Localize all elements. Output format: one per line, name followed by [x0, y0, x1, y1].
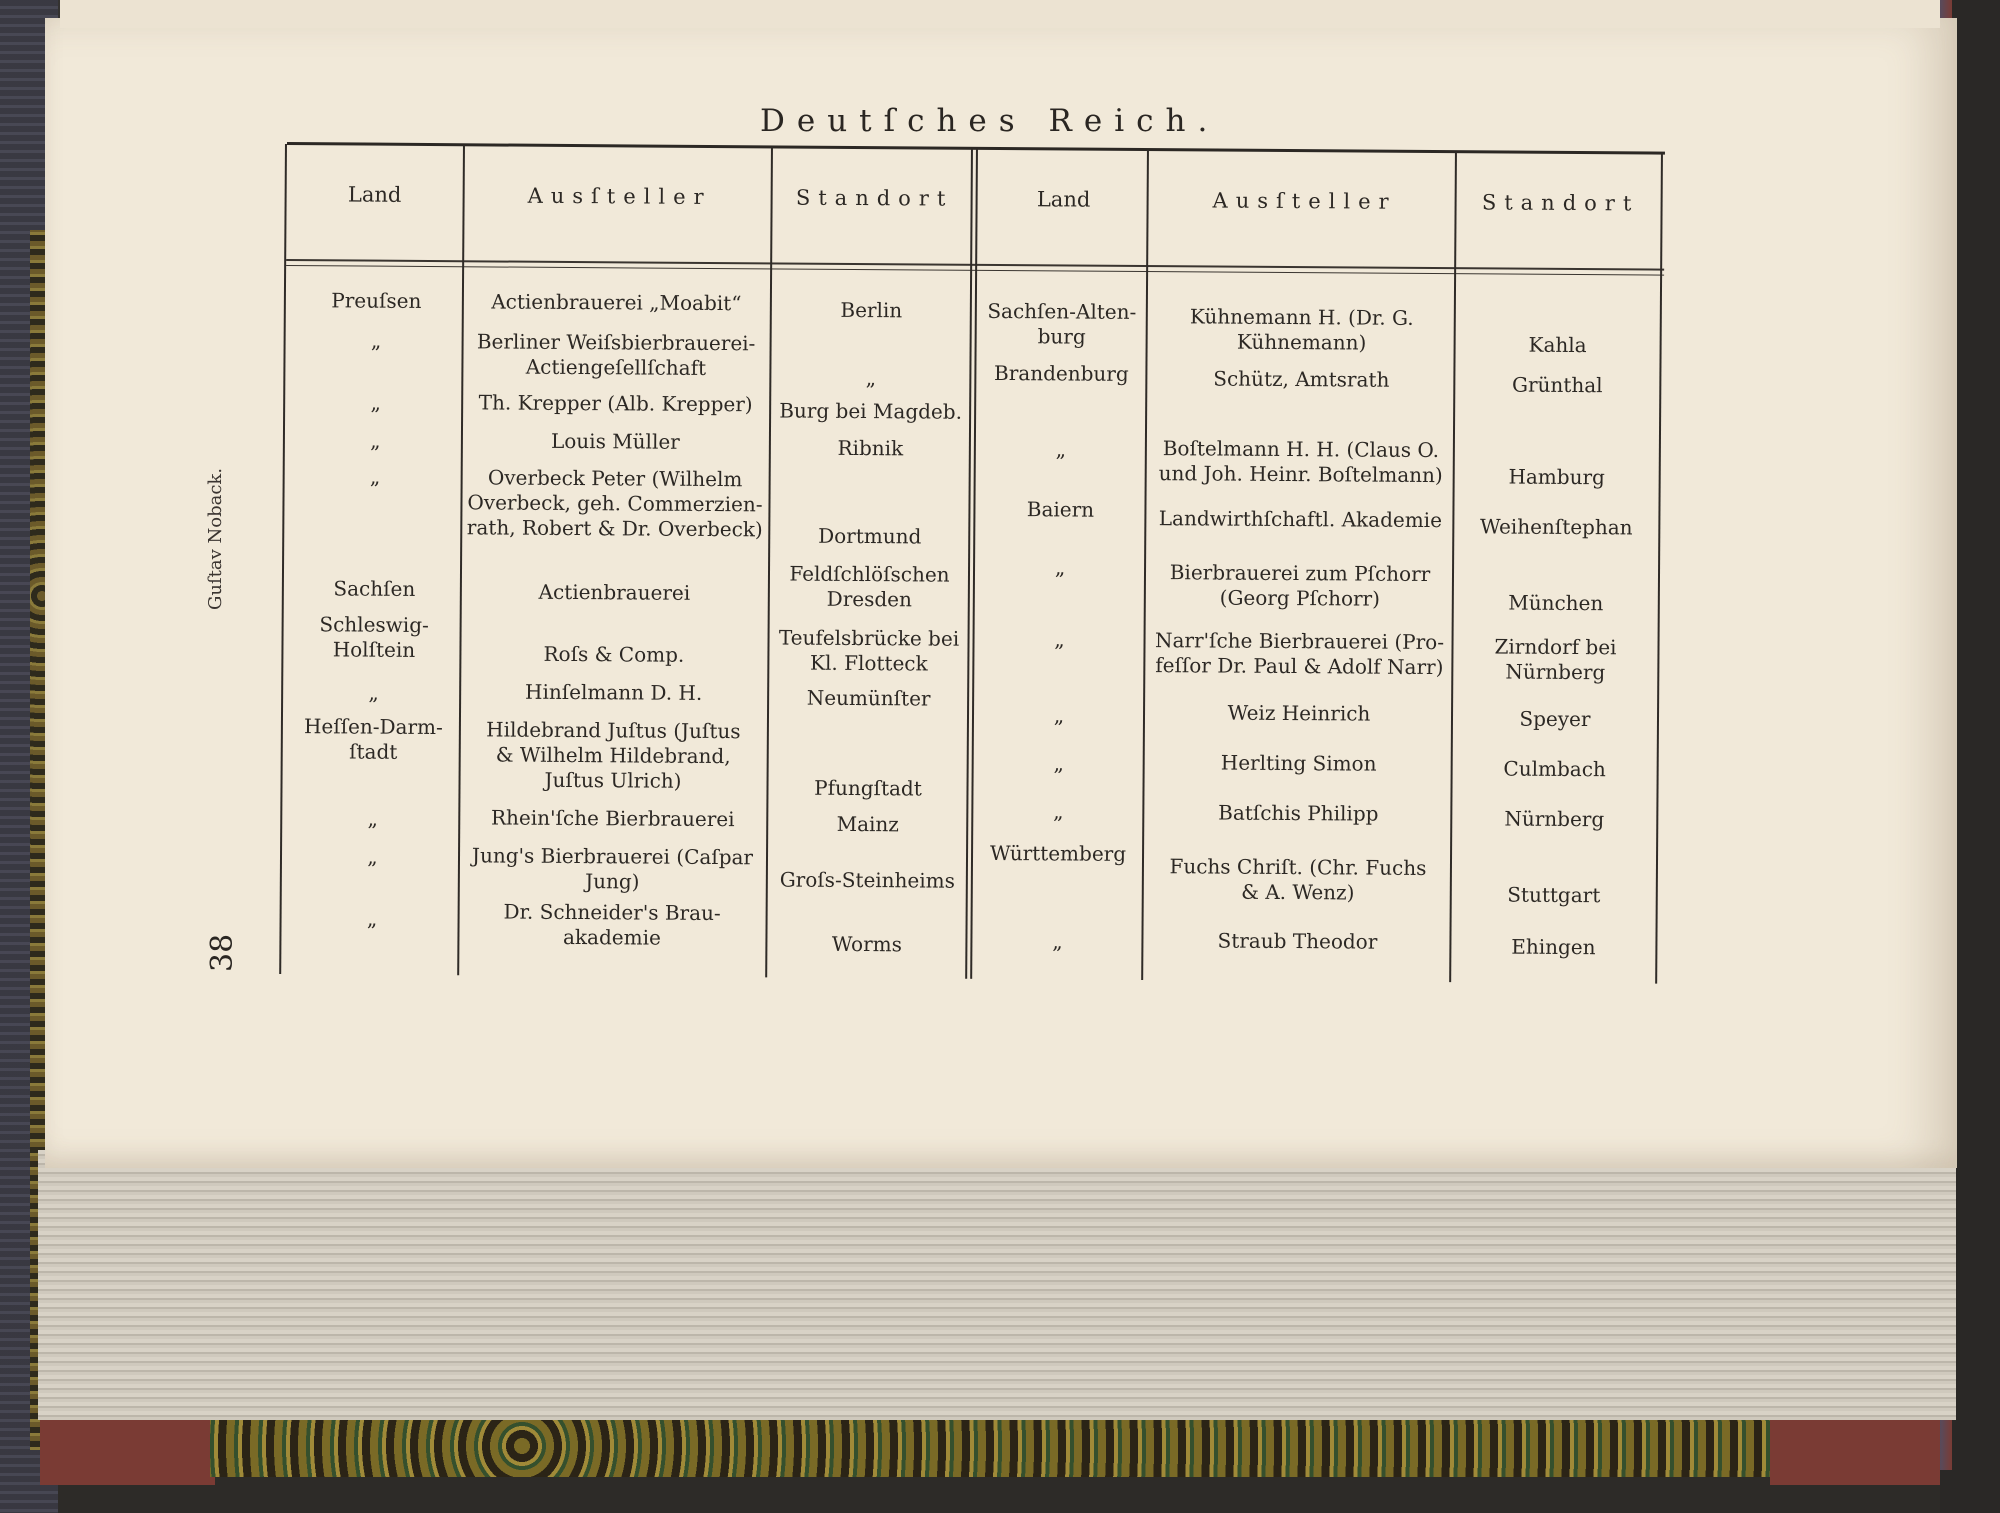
cell-aussteller: Actienbrauerei	[538, 579, 691, 605]
page-number: 38	[205, 933, 240, 972]
cell-standort: Stuttgart	[1507, 882, 1601, 908]
cell-land: „	[366, 906, 378, 931]
cell-standort: Grünthal	[1511, 372, 1603, 398]
cell-land: „	[368, 680, 379, 705]
cell-standort: Weihenſtephan	[1479, 514, 1633, 540]
cell-land: „	[369, 464, 381, 489]
page-top-edge	[60, 0, 1940, 28]
cell-land: Württemberg	[989, 840, 1127, 866]
cell-aussteller: Schütz, Amtsrath	[1213, 366, 1390, 392]
cell-land: „	[1054, 555, 1066, 580]
cell-aussteller: Fuchs Chriſt. (Chr. Fuchs & A. Wenz)	[1169, 854, 1427, 905]
cell-standort: Worms	[831, 931, 903, 957]
cell-land: „	[1053, 751, 1064, 776]
header-land-right: Land	[1036, 187, 1091, 212]
cell-standort: Dortmund	[818, 523, 922, 549]
cell-land: „	[367, 806, 379, 831]
cell-aussteller: Louis Müller	[550, 428, 680, 454]
exhibitor-table	[279, 142, 1665, 1002]
cell-land: „	[370, 328, 382, 353]
cell-standort: Ribnik	[837, 435, 904, 461]
cell-land: „	[1055, 437, 1067, 462]
cell-aussteller: Boſtelmann H. H. (Claus O. und Joh. Heinr. Boſtelmann)	[1158, 436, 1443, 488]
cell-land: Preuſsen	[331, 288, 422, 313]
cell-standort: Burg bei Magdeb.	[779, 398, 963, 424]
cell-land: Heſſen-Darm- ſtadt	[303, 714, 443, 764]
marbled-cover-bottom	[210, 1415, 1770, 1477]
cell-standort: Speyer	[1519, 706, 1591, 732]
cell-standort: Teufelsbrücke bei Kl. Flotteck	[778, 625, 960, 676]
cell-land: Sachſen	[333, 576, 416, 601]
cell-land: Baiern	[1026, 497, 1095, 522]
cell-standort: München	[1508, 590, 1604, 616]
cell-aussteller: Hildebrand Juſtus (Juſtus & Wilhelm Hildebrand, Juſtus Ulrich)	[486, 717, 741, 793]
cell-standort: Berlin	[840, 297, 903, 323]
header-aussteller-left: Ausſteller	[527, 183, 712, 209]
cell-aussteller: Th. Krepper (Alb. Krepper)	[478, 390, 753, 417]
cell-standort: Groſs-Steinheims	[779, 867, 956, 893]
cell-land: „	[1053, 703, 1065, 728]
cell-land: Brandenburg	[993, 360, 1129, 386]
cell-aussteller: Jung's Bierbrauerei (Caſpar Jung)	[471, 843, 754, 894]
cell-aussteller: Overbeck Peter (Wilhelm Overbeck, geh. Commerzien- rath, Robert & Dr. Overbeck)	[466, 465, 763, 542]
header-standort-left: Standort	[795, 185, 954, 211]
cell-standort: Kahla	[1528, 332, 1587, 358]
cell-aussteller: Hinſelmann D. H.	[524, 679, 703, 705]
cell-aussteller: Weiz Heinrich	[1227, 700, 1371, 726]
cell-land: Sachſen-Alten- burg	[987, 298, 1137, 349]
cell-aussteller: Rhein'ſche Bierbrauerei	[490, 805, 735, 832]
cell-land: „	[1053, 799, 1064, 824]
header-aussteller-right: Ausſteller	[1212, 188, 1397, 214]
cell-aussteller: Bierbrauerei zum Pſchorr (Georg Pſchorr)	[1169, 560, 1431, 611]
cell-aussteller: Berliner Weiſsbierbrauerei- Actiengeſellſchaft	[476, 329, 756, 380]
cell-aussteller: Actienbrauerei „Moabit“	[491, 289, 742, 316]
cell-aussteller: Roſs & Comp.	[543, 641, 685, 667]
cell-land: „	[370, 428, 381, 453]
cell-standort: Zirndorf bei Nürnberg	[1494, 634, 1617, 685]
cell-standort: Nürnberg	[1504, 806, 1605, 832]
page-title: Deutſches Reich.	[760, 103, 1220, 139]
cell-standort: Mainz	[836, 811, 899, 837]
cell-aussteller: Dr. Schneider's Brau- akademie	[503, 899, 721, 950]
cell-aussteller: Kühnemann H. (Dr. G. Kühnemann)	[1189, 304, 1414, 355]
cell-land: Schleswig- Holſtein	[319, 612, 429, 662]
cell-standort: Culmbach	[1503, 756, 1606, 782]
cell-aussteller: Batſchis Philipp	[1218, 800, 1379, 826]
cell-land: „	[1054, 627, 1065, 652]
page-stack-edge	[38, 1150, 1956, 1420]
cell-standort: Pfungſtadt	[814, 775, 922, 801]
cell-standort: Ehingen	[1511, 934, 1596, 960]
cell-standort: „	[865, 366, 877, 391]
header-standort-right: Standort	[1481, 190, 1640, 216]
cell-aussteller: Herlting Simon	[1220, 750, 1377, 776]
cell-land: „	[370, 390, 381, 415]
cell-aussteller: Narr'ſche Bierbrauerei (Pro- feſſor Dr. Paul & Adolf Narr)	[1154, 628, 1445, 680]
cell-aussteller: Landwirthſchaftl. Akademie	[1158, 506, 1443, 533]
cell-land: „	[1052, 929, 1063, 954]
cell-standort: Feldſchlöſschen Dresden	[789, 561, 950, 612]
running-author: Guſtav Noback.	[205, 467, 226, 610]
header-land-left: Land	[347, 182, 402, 207]
cell-land: „	[367, 844, 378, 869]
cell-standort: Hamburg	[1508, 464, 1605, 490]
cell-standort: Neumünſter	[806, 685, 931, 711]
cell-aussteller: Straub Theodor	[1217, 928, 1378, 954]
